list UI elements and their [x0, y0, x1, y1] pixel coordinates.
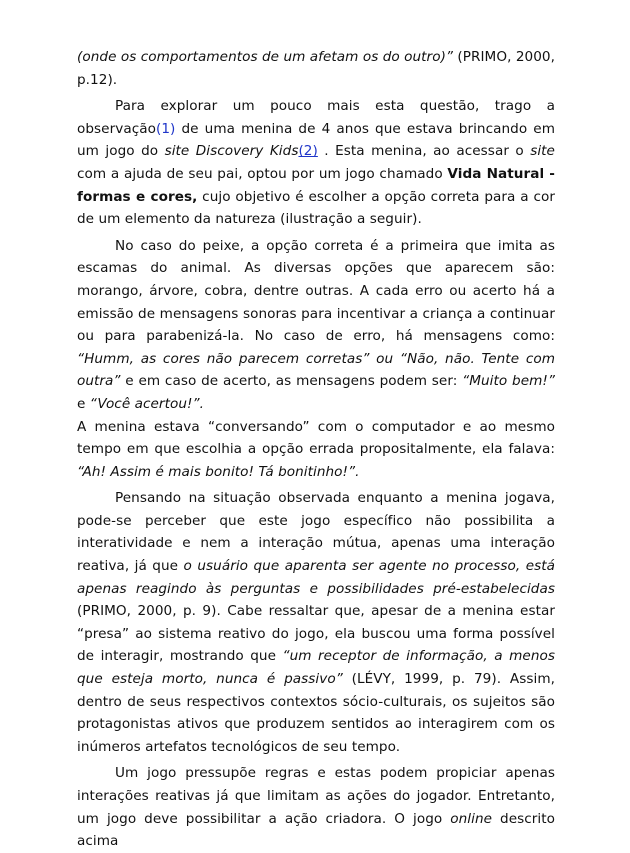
- quoted-messages: “Humm, as cores não parecem corretas” ou “Não, não. Tente com outra”: [77, 350, 555, 390]
- text-run: (PRIMO, 2000, p. 9). Cabe ressaltar que, apesar de a menina estar “presa” ao sistema reativo do jogo, ela buscou uma forma possível de interagir, mostrando que: [77, 603, 555, 665]
- footnote-link-1[interactable]: (1): [155, 120, 176, 137]
- citation: (PRIMO, 2000, p.12).: [77, 49, 555, 88]
- text-run: cujo objetivo é escolher a opção correta para a cor de um elemento da natureza (ilustração a seguir).: [77, 188, 555, 228]
- paragraph-quote-continuation: [77, 46, 555, 91]
- paragraph-observation: [77, 95, 555, 231]
- footnote-link-2[interactable]: (2): [298, 143, 318, 160]
- quoted-speech: “Ah! Assim é mais bonito! Tá bonitinho!”.: [77, 463, 360, 480]
- italic-term: online: [450, 810, 493, 827]
- text-run: de uma menina de 4 anos que estava brincando em um jogo do: [77, 120, 555, 160]
- text-run: A menina estava “conversando” com o computador e ao mesmo tempo em que escolhia a opção errada propositalmente, ela falava:: [77, 418, 555, 458]
- italic-quote: o usuário que aparenta ser agente no processo, está apenas reagindo às perguntas e possibilidades pré-estabelecidas: [77, 558, 555, 597]
- text-run: (LÉVY, 1999, p. 79). Assim, dentro de seus respectivos contextos sócio-culturais, os sujeitos são protagonistas ativos que produzem sentidos ao interagirem com os inúmeros artefatos tecnológicos de seu tempo.: [77, 671, 555, 755]
- text-run: e em caso de acerto, as mensagens podem ser:: [120, 373, 463, 390]
- italic-quote: “um receptor de informação, a menos que esteja morto, nunca é passivo”: [77, 648, 555, 688]
- game-title: Vida Natural - formas e cores,: [77, 165, 555, 205]
- paragraph-conversation: [77, 416, 555, 484]
- text-run: Pensando na situação observada enquanto a menina jogava, pode-se perceber que este jogo específico não possibilita a interatividade e nem a interação mútua, apenas uma interação reativa, já que: [77, 490, 555, 575]
- quoted-message: “Muito bem!”: [462, 373, 555, 390]
- text-run: descrito acima: [77, 810, 555, 850]
- paragraph-fish-case: [77, 235, 555, 416]
- quote-text: (onde os comportamentos de um afetam os do outro)”: [77, 49, 454, 65]
- text-run: Um jogo pressupõe regras e estas podem propiciar apenas interações reativas já que limitam as ações do jogador. Entretanto, um jogo deve possibilitar a ação criadora. O jogo: [77, 765, 555, 827]
- italic-term: site: [530, 143, 555, 160]
- quoted-message: “Você acertou!”.: [89, 395, 204, 412]
- text-run: . Esta menina, ao acessar o: [317, 143, 531, 160]
- paragraph-analysis: [77, 487, 555, 758]
- text-run: No caso do peixe, a opção correta é a primeira que imita as escamas do animal. As diversas opções que aparecem são: morango, árvore, cobra, dentre outras. A cada erro ou acerto há a emissão de mensagens sonoras para incentivar a criança a continuar ou para parabenizá-la. No caso de erro, há mensagens como:: [77, 237, 555, 345]
- text-run: e: [77, 395, 90, 412]
- text-run: Para explorar um pouco mais esta questão, trago a observação: [77, 98, 555, 137]
- italic-term: site Discovery Kids: [164, 143, 299, 160]
- text-run: com a ajuda de seu pai, optou por um jogo chamado: [77, 165, 448, 182]
- document-page: [77, 46, 555, 853]
- paragraph-game-rules: [77, 762, 555, 852]
